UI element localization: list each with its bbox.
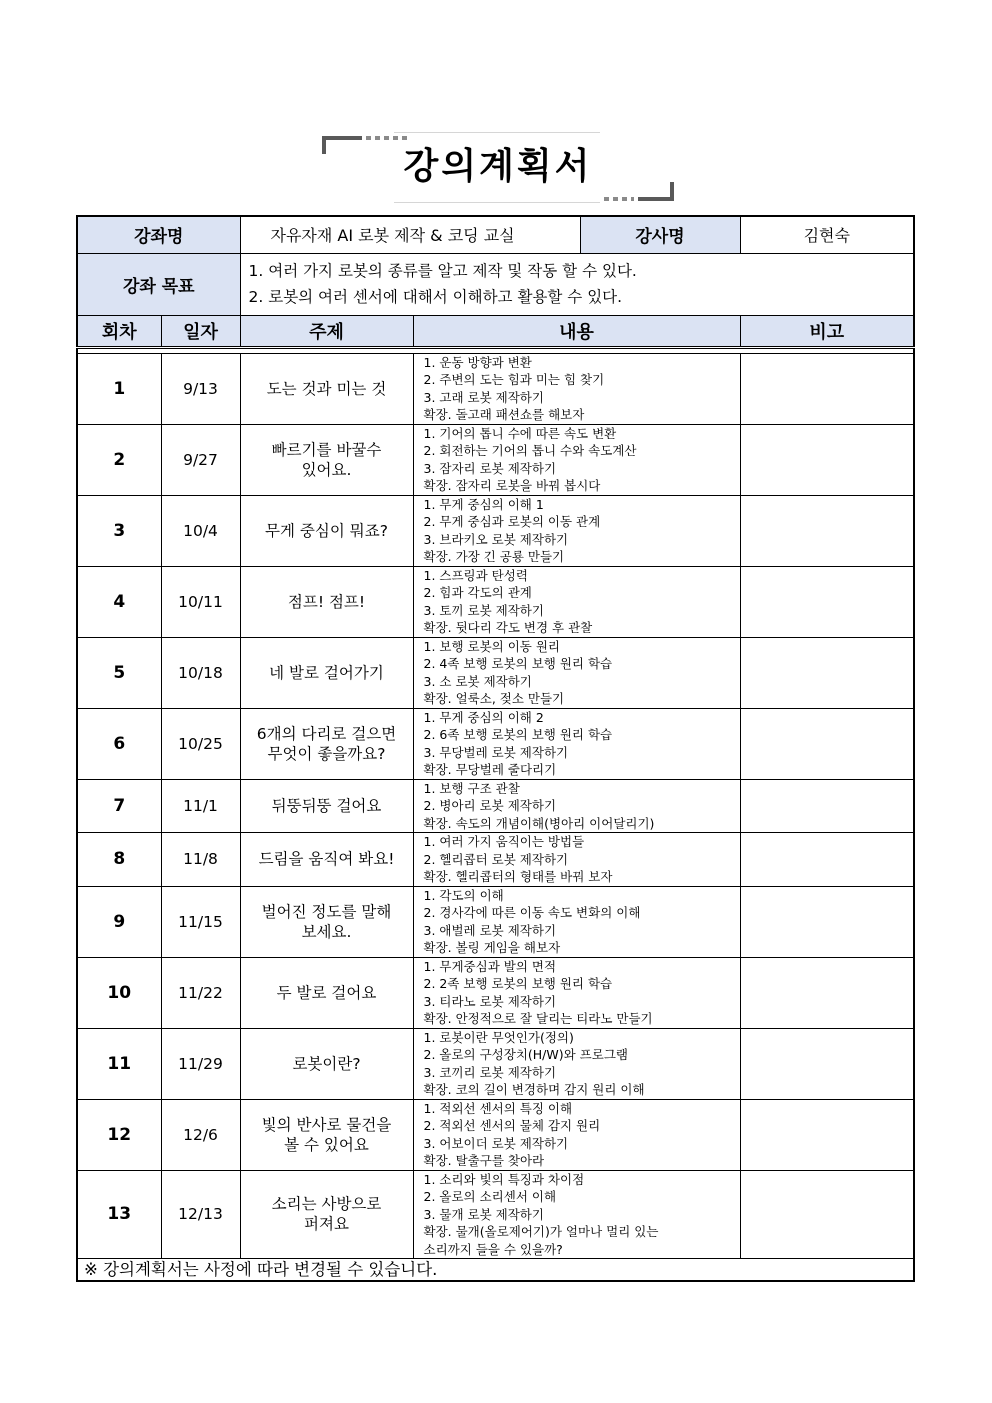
- course-goal-item: 1. 여러 가지 로봇의 종류를 알고 제작 및 작동 할 수 있다.: [248, 262, 637, 280]
- session-content-line: 3. 무당벌레 로봇 제작하기: [423, 744, 569, 760]
- session-content-line: 1. 무게 중심의 이해 1: [423, 496, 544, 512]
- session-content: [413, 1099, 740, 1170]
- session-date: 10/18: [161, 637, 240, 708]
- session-number: 3: [77, 495, 161, 566]
- session-topic-line: 6개의 다리로 걸으면: [256, 724, 397, 743]
- session-number: 10: [77, 957, 161, 1028]
- course-goal-item: 2. 로봇의 여러 센서에 대해서 이해하고 활용할 수 있다.: [248, 288, 623, 306]
- session-row: [77, 1099, 914, 1170]
- session-number: 7: [77, 779, 161, 833]
- session-content-line: 2. 병아리 로봇 제작하기: [423, 798, 557, 813]
- session-content: [413, 566, 740, 637]
- session-content: [413, 779, 740, 833]
- session-topic: [240, 637, 413, 708]
- course-goal-label: 강좌 목표: [77, 253, 240, 315]
- title-frame-line: [638, 197, 674, 201]
- page-title: 강의계획서: [403, 146, 593, 187]
- session-note: [740, 957, 914, 1028]
- session-number: 2: [77, 424, 161, 495]
- session-date: 11/29: [161, 1028, 240, 1099]
- session-number: 6: [77, 708, 161, 779]
- course-name-row: [77, 216, 914, 253]
- session-content-line: 2. 헬리콥터 로봇 제작하기: [423, 851, 569, 867]
- session-content-line: 1. 운동 방향과 변환: [423, 354, 532, 370]
- column-header-date: 일자: [161, 315, 240, 347]
- session-content: [413, 1170, 740, 1259]
- instructor-value: 김현숙: [740, 216, 914, 253]
- session-content-line: 1. 소리와 빛의 특징과 차이점: [423, 1171, 585, 1187]
- session-date: 11/8: [161, 833, 240, 887]
- session-content-line: 확장. 잠자리 로봇을 바꿔 봅시다: [423, 478, 601, 493]
- session-topic-line: 보세요.: [301, 922, 352, 941]
- session-content-line: 확장. 무당벌레 줄다리기: [423, 762, 557, 777]
- session-topic-line: 도는 것과 미는 것: [266, 379, 387, 398]
- session-row: [77, 957, 914, 1028]
- session-number: 11: [77, 1028, 161, 1099]
- session-content-line: 1. 무게 중심의 이해 2: [423, 709, 544, 725]
- session-topic: [240, 1028, 413, 1099]
- session-content-line: 확장. 물개(올로제어기)가 얼마나 멀리 있는: [423, 1224, 659, 1239]
- session-note: [740, 495, 914, 566]
- title-frame-dots: [366, 136, 408, 140]
- session-row: [77, 353, 914, 424]
- session-content-line: 소리까지 들을 수 있을까?: [423, 1241, 563, 1257]
- column-header-content: 내용: [413, 315, 740, 347]
- column-header-row: [77, 315, 914, 347]
- session-date: 10/11: [161, 566, 240, 637]
- session-row: [77, 1028, 914, 1099]
- course-name-value: 자유자재 AI 로봇 제작 & 코딩 교실: [240, 216, 580, 253]
- lecture-plan-table: [76, 215, 915, 1282]
- session-topic-line: 점프! 점프!: [287, 592, 366, 611]
- session-number: 9: [77, 886, 161, 957]
- session-topic: [240, 779, 413, 833]
- column-header-note: 비고: [740, 315, 914, 347]
- session-date: 9/27: [161, 424, 240, 495]
- session-topic: [240, 424, 413, 495]
- session-content-line: 확장. 뒷다리 각도 변경 후 관찰: [423, 620, 593, 635]
- title-frame-thin-line: [394, 202, 600, 203]
- session-content-line: 2. 올로의 소리센서 이해: [423, 1189, 557, 1204]
- session-number: 13: [77, 1170, 161, 1259]
- session-topic: [240, 353, 413, 424]
- session-date: 10/25: [161, 708, 240, 779]
- session-content-line: 3. 고래 로봇 제작하기: [423, 389, 544, 405]
- session-content-line: 확장. 얼룩소, 젖소 만들기: [423, 691, 565, 706]
- session-topic-line: 빠르기를 바꿀수: [271, 440, 382, 459]
- session-note: [740, 833, 914, 887]
- session-content: [413, 353, 740, 424]
- session-content-line: 1. 기어의 톱니 수에 따른 속도 변환: [423, 425, 617, 441]
- session-topic: [240, 957, 413, 1028]
- session-content-line: 1. 여러 가지 움직이는 방법들: [423, 834, 585, 849]
- session-content-line: 1. 적외선 센서의 특징 이해: [423, 1100, 573, 1116]
- session-topic-line: 네 발로 걸어가기: [269, 663, 384, 682]
- session-row: [77, 833, 914, 887]
- session-topic-line: 소리는 사방으로: [271, 1195, 382, 1214]
- session-note: [740, 637, 914, 708]
- session-content-line: 3. 물개 로봇 제작하기: [423, 1206, 544, 1222]
- session-content: [413, 637, 740, 708]
- session-date: 11/1: [161, 779, 240, 833]
- session-topic-line: 무게 중심이 뭐죠?: [265, 521, 388, 540]
- session-row: [77, 779, 914, 833]
- session-content-line: 확장. 안정적으로 잘 달리는 티라노 만들기: [423, 1011, 653, 1026]
- session-content-line: 1. 보행 구조 관찰: [423, 780, 520, 796]
- session-content: [413, 957, 740, 1028]
- session-content-line: 2. 2족 보행 로봇의 보행 원리 학습: [423, 976, 613, 991]
- session-note: [740, 708, 914, 779]
- session-note: [740, 566, 914, 637]
- column-header-session: 회차: [77, 315, 161, 347]
- session-row: [77, 566, 914, 637]
- session-content-line: 2. 회전하는 기어의 톱니 수와 속도계산: [423, 443, 637, 458]
- title-frame-dots: [604, 197, 634, 201]
- session-content-line: 3. 잠자리 로봇 제작하기: [423, 460, 557, 476]
- session-date: 12/13: [161, 1170, 240, 1259]
- session-content-line: 확장. 가장 긴 공룡 만들기: [423, 549, 565, 564]
- session-content-line: 3. 코끼리 로봇 제작하기: [423, 1064, 557, 1080]
- session-date: 10/4: [161, 495, 240, 566]
- session-content-line: 1. 각도의 이해: [423, 887, 504, 903]
- session-topic: [240, 1170, 413, 1259]
- session-topic-line: 빛의 반사로 물건을: [261, 1115, 392, 1134]
- session-number: 5: [77, 637, 161, 708]
- session-topic: [240, 708, 413, 779]
- session-content-line: 1. 로봇이란 무엇인가(정의): [423, 1029, 574, 1045]
- session-content-line: 3. 소 로봇 제작하기: [423, 673, 532, 689]
- session-content-line: 3. 애벌레 로봇 제작하기: [423, 922, 557, 938]
- session-content-line: 확장. 코의 길이 변경하며 감지 원리 이해: [423, 1082, 645, 1097]
- session-note: [740, 424, 914, 495]
- session-content-line: 2. 무게 중심과 로봇의 이동 관계: [423, 514, 601, 529]
- session-note: [740, 886, 914, 957]
- session-content-line: 1. 스프링과 탄성력: [423, 567, 528, 583]
- session-content-line: 2. 4족 보행 로봇의 보행 원리 학습: [423, 656, 613, 671]
- session-row: [77, 424, 914, 495]
- session-content: [413, 886, 740, 957]
- session-content-line: 2. 6족 보행 로봇의 보행 원리 학습: [423, 727, 613, 742]
- session-row: [77, 708, 914, 779]
- session-topic-line: 드림을 움직여 봐요!: [258, 850, 395, 869]
- session-row: [77, 495, 914, 566]
- session-content-line: 확장. 헬리콥터의 형태를 바꿔 보자: [423, 869, 613, 884]
- title-frame-thin-line: [394, 132, 600, 133]
- session-content-line: 3. 티라노 로봇 제작하기: [423, 993, 557, 1009]
- course-goal-list: [240, 253, 914, 315]
- column-header-topic: 주제: [240, 315, 413, 347]
- session-topic: [240, 495, 413, 566]
- session-topic-line: 두 발로 걸어요: [276, 983, 377, 1002]
- session-number: 8: [77, 833, 161, 887]
- session-content-line: 1. 보행 로봇의 이동 원리: [423, 638, 560, 654]
- instructor-label: 강사명: [580, 216, 740, 253]
- session-topic-line: 있어요.: [301, 460, 352, 479]
- session-content-line: 확장. 속도의 개념이해(병아리 이어달리기): [423, 815, 655, 831]
- session-row: [77, 886, 914, 957]
- session-topic: [240, 566, 413, 637]
- session-content-line: 2. 적외선 센서의 물체 감지 원리: [423, 1118, 601, 1133]
- session-content: [413, 833, 740, 887]
- session-date: 11/15: [161, 886, 240, 957]
- session-number: 12: [77, 1099, 161, 1170]
- session-content-line: 2. 힘과 각도의 관계: [423, 585, 532, 600]
- session-content-line: 3. 어보이더 로봇 제작하기: [423, 1135, 569, 1151]
- session-row: [77, 637, 914, 708]
- title-frame-line: [322, 136, 362, 140]
- session-note: [740, 779, 914, 833]
- session-topic: [240, 886, 413, 957]
- session-content: [413, 495, 740, 566]
- session-content: [413, 708, 740, 779]
- title-frame: [322, 132, 674, 204]
- session-content-line: 2. 경사각에 따른 이동 속도 변화의 이해: [423, 905, 641, 920]
- session-note: [740, 353, 914, 424]
- session-topic: [240, 1099, 413, 1170]
- session-date: 11/22: [161, 957, 240, 1028]
- session-date: 9/13: [161, 353, 240, 424]
- session-content: [413, 424, 740, 495]
- session-content-line: 확장. 돌고래 패션쇼를 해보자: [423, 407, 585, 422]
- session-topic: [240, 833, 413, 887]
- course-goal-row: [77, 253, 914, 315]
- session-topic-line: 로봇이란?: [292, 1054, 361, 1073]
- session-row: [77, 1170, 914, 1259]
- session-content-line: 1. 무게중심과 발의 면적: [423, 958, 557, 974]
- session-content: [413, 1028, 740, 1099]
- session-note: [740, 1170, 914, 1259]
- session-number: 4: [77, 566, 161, 637]
- session-topic-line: 퍼져요: [304, 1215, 349, 1234]
- session-content-line: 확장. 볼링 게임을 해보자: [423, 940, 561, 955]
- session-note: [740, 1028, 914, 1099]
- session-topic-line: 뒤뚱뒤뚱 걸어요: [271, 796, 382, 815]
- footer-note: ※ 강의계획서는 사정에 따라 변경될 수 있습니다.: [77, 1259, 914, 1282]
- footer-row: [77, 1259, 914, 1282]
- session-topic-line: 벌어진 정도를 말해: [261, 902, 392, 921]
- session-number: 1: [77, 353, 161, 424]
- session-content-line: 3. 토끼 로봇 제작하기: [423, 602, 544, 618]
- session-topic-line: 무엇이 좋을까요?: [267, 744, 386, 763]
- session-content-line: 2. 주변의 도는 힘과 미는 힘 찾기: [423, 372, 605, 387]
- course-name-label: 강좌명: [77, 216, 240, 253]
- session-content-line: 2. 올로의 구성장치(H/W)와 프로그램: [423, 1047, 628, 1062]
- session-topic-line: 볼 수 있어요: [284, 1135, 369, 1154]
- session-content-line: 3. 브라키오 로봇 제작하기: [423, 531, 569, 547]
- session-note: [740, 1099, 914, 1170]
- session-date: 12/6: [161, 1099, 240, 1170]
- session-content-line: 확장. 탈출구를 찾아라: [423, 1153, 545, 1168]
